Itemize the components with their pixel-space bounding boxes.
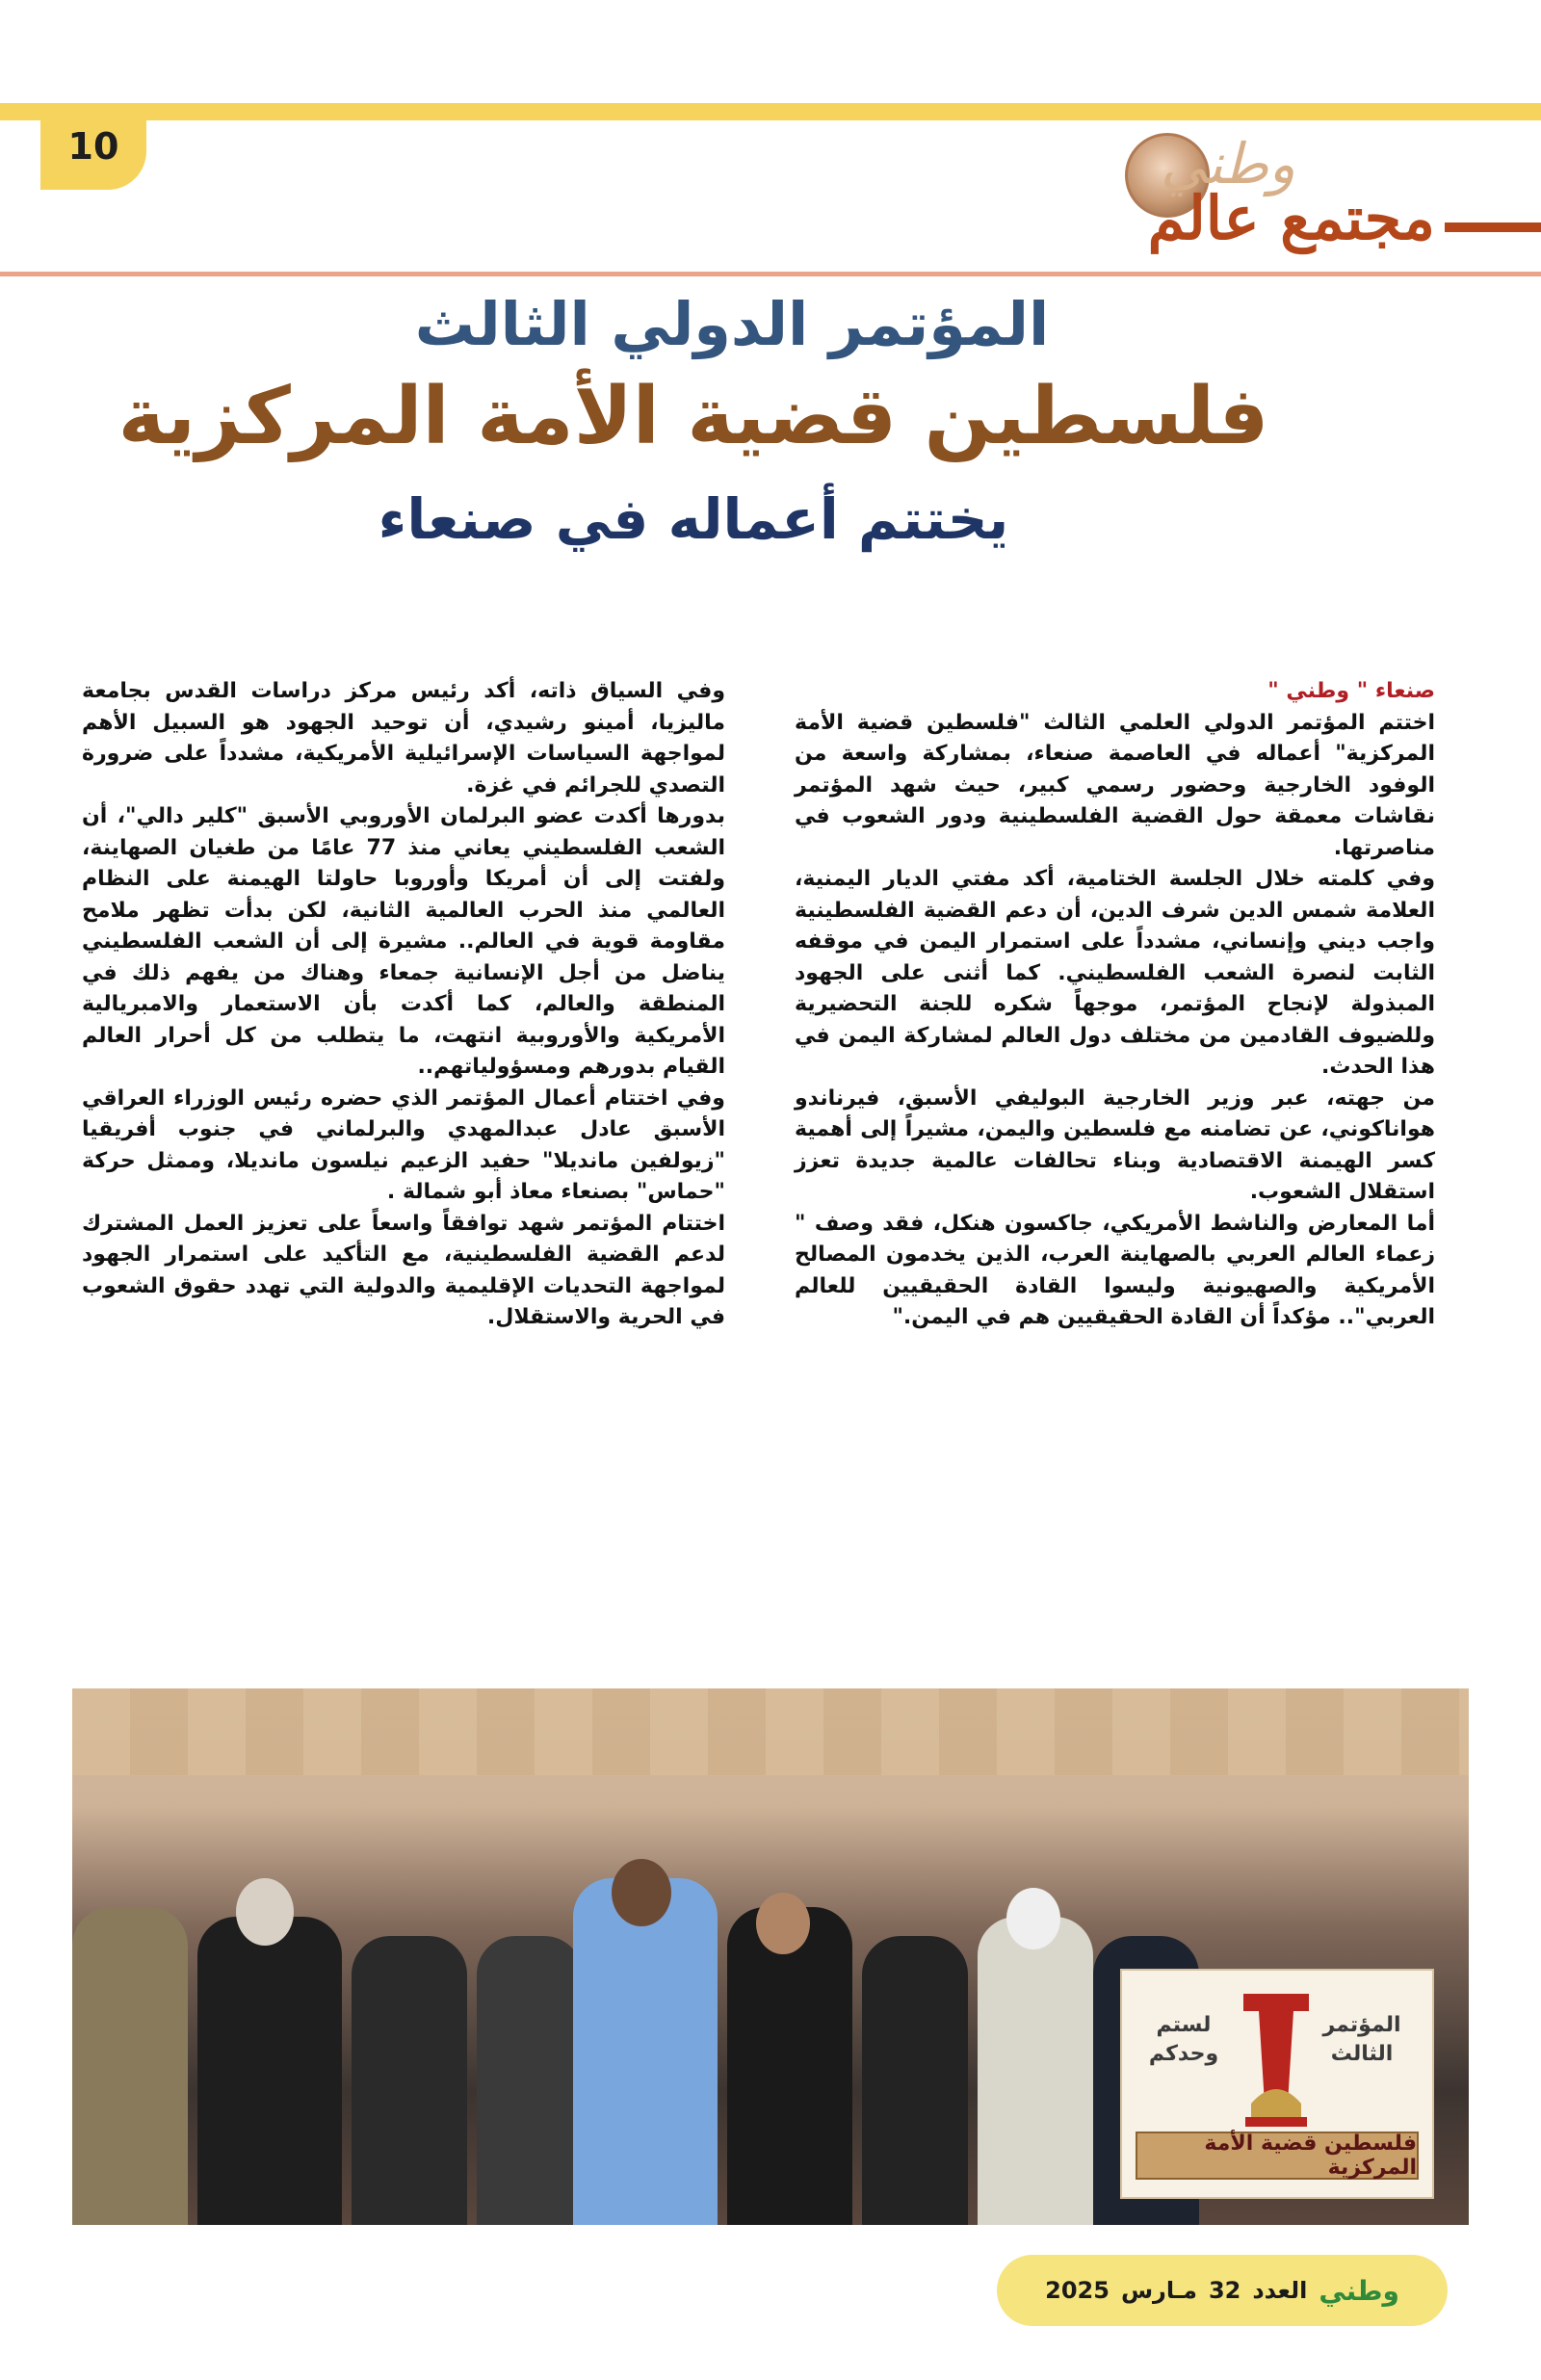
masthead-section-title: مجتمع عالم [1147,183,1435,253]
attendee-head [236,1878,294,1946]
photo-ceiling [72,1688,1469,1775]
headline-kicker: المؤتمر الدولي الثالث [414,289,1050,359]
article-column-left [82,676,725,1334]
masthead-brand-top: وطني [1160,131,1295,196]
attendee [72,1907,188,2225]
logo-banner: فلسطين قضية الأمة المركزية [1136,2132,1419,2180]
paragraph: اختتم المؤتمر الدولي العلمي الثالث "فلسطين قضية الأمة المركزية" أعماله في العاصمة صنعاء، بمشاركة واسعة من الوفود الخارجية وحضور رسمي كبير، حيث شهد المؤتمر نقاشات معمقة حول القضية الفلسطينية ودور الشعوب في مناصرتها. [795,710,1435,860]
page-number: 10 [40,103,146,190]
logo-label-right: المؤتمر الثالث [1322,2013,1401,2066]
attendee [978,1917,1093,2225]
headline-main: فلسطين قضية الأمة المركزية [118,371,1269,462]
paragraph: أما المعارض والناشط الأمريكي، جاكسون هنكل، فقد وصف " زعماء العالم العربي بالصهاينة العرب، الذين يخدمون المصالح الأمريكية والصهيونية وليسوا القادة الحقيقيين للعالم العربي".. مؤكداً أن القادة الحقيقيين هم في اليمن." [795,1211,1435,1329]
masthead-rule [1445,222,1541,232]
attendee-head [1006,1888,1060,1949]
paragraph: وفي اختتام أعمال المؤتمر الذي حضره رئيس الوزراء العراقي الأسبق عادل عبدالمهدي والبرلماني في جنوب أفريقيا "زيولفين مانديلا" حفيد الزعيم نيلسون مانديلا، وممثل حركة "حماس" بصنعاء معاذ أبو شمالة . [82,1085,725,1204]
logo-label-left: لستم وحدكم [1148,2013,1219,2066]
footer-brand: وطني [1319,2274,1399,2307]
article-column-right [795,676,1435,1334]
header-divider [0,272,1541,276]
attendee [477,1936,583,2225]
footer-year: 2025 [1045,2277,1110,2304]
attendee [573,1878,718,2225]
conference-photo [72,1688,1469,2225]
footer-issue-badge [997,2255,1448,2326]
attendee [862,1936,968,2225]
paragraph: اختتام المؤتمر شهد توافقاً واسعاً على تعزيز العمل المشترك لدعم القضية الفلسطينية، مع التأكيد على استمرار الجهود لمواجهة التحديات الإقليمية والدولية التي تهدد حقوق الشعوب في الحرية والاستقلال. [82,1211,725,1329]
masthead-logo [963,123,1541,258]
paragraph: وفي كلمته خلال الجلسة الختامية، أكد مفتي الديار اليمنية، العلامة شمس الدين شرف الدين، أن دعم القضية الفلسطينية واجب ديني وإنساني، مشدداً على استمرار اليمن في موقفه الثابت لنصرة الشعب الفلسطيني. كما أثنى على الجهود المبذولة لإنجاح المؤتمر، موجهاً شكره للجنة التحضيرية وللضيوف القادمين من مختلف دول العالم لمشاركة اليمن في هذا الحدث. [795,867,1435,1079]
attendee [727,1907,852,2225]
paragraph: وفي السياق ذاته، أكد رئيس مركز دراسات القدس بجامعة ماليزيا، أمينو رشيدي، أن توحيد الجهود هو السبيل الأهم لمواجهة السياسات الإسرائيلية الأمريكية، مشدداً على ضرورة التصدي للجرائم في غزة. [82,679,725,798]
footer-issue-number: 32 [1208,2277,1241,2304]
aqsa-emblem-icon [1238,1988,1315,2132]
footer-issue-label: العدد [1252,2277,1308,2304]
top-yellow-band [0,103,1541,120]
conference-logo [1120,1969,1434,2199]
paragraph: بدورها أكدت عضو البرلمان الأوروبي الأسبق "كلير دالي"، أن الشعب الفلسطيني يعاني منذ 77 عامًا من طغيان الصهاينة، ولفتت إلى أن أمريكا وأوروبا حاولتا الهيمنة على النظام العالمي منذ الحرب العالمية الثانية، لكن بدأت تظهر ملامح مقاومة قوية في العالم.. مشيرة إلى أن الشعب الفلسطيني يناضل من أجل الإنسانية جمعاء وهناك من يفهم ذلك في المنطقة والعالم، كما أكدت بأن الاستعمار والامبريالية الأمريكية والأوروبية انتهت، ما يتطلب من كل أحرار العالم القيام بدورهم ومسؤولياتهم.. [82,804,726,1079]
attendee-head [612,1859,671,1926]
paragraph: من جهته، عبر وزير الخارجية البوليفي الأسبق، فيرناندو هواناكوني، عن تضامنه مع فلسطين واليمن، مشيراً إلى أهمية كسر الهيمنة الاقتصادية وبناء تحالفات عالمية جديدة تعزز استقلال الشعوب. [795,1085,1435,1204]
attendee-head [756,1893,810,1954]
attendee [197,1917,342,2225]
headline-sub: يختتم أعماله في صنعاء [378,486,1009,552]
footer-month: مـارس [1120,2277,1197,2304]
dateline: صنعاء " وطني " [1267,679,1435,703]
attendee [352,1936,467,2225]
